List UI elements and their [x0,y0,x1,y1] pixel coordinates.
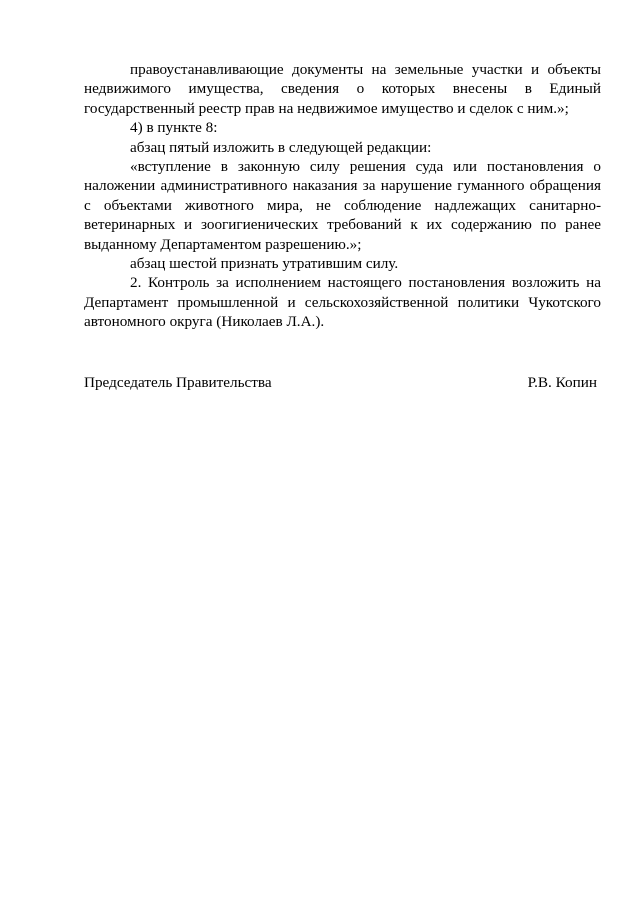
paragraph-control: 2. Контроль за исполнением настоящего постановления возложить на Департамент промышленной и сельскохозяйственной политики Чукотского автономного округа (Николаев Л.А.). [84,274,601,331]
signatory-name: Р.В. Копин [527,374,597,391]
paragraph-abzac-5: абзац пятый изложить в следующей редакции: [130,138,432,156]
document-body [84,60,601,332]
signatory-position: Председатель Правительства [84,374,272,391]
signature-block [84,373,597,392]
paragraph-item-4: 4) в пункте 8: [130,119,218,137]
paragraph-abzac-6: абзац шестой признать утратившим силу. [130,255,399,273]
paragraph-quote-new-wording: «вступление в законную силу решения суда или постановления о наложении административного наказания за нарушение гуманного обращения с объектами животного мира, не соблюдение надлежащих санитарно-ветеринарных и зоогигиенических требований к их содержанию по ранее выданному Департаментом разрешению.»; [84,158,601,253]
paragraph-title-documents: правоустанавливающие документы на земельные участки и объекты недвижимого имущества, сведения о которых внесены в Единый государственный реестр прав на недвижимое имущество и сделок с ним.»; [84,61,601,117]
